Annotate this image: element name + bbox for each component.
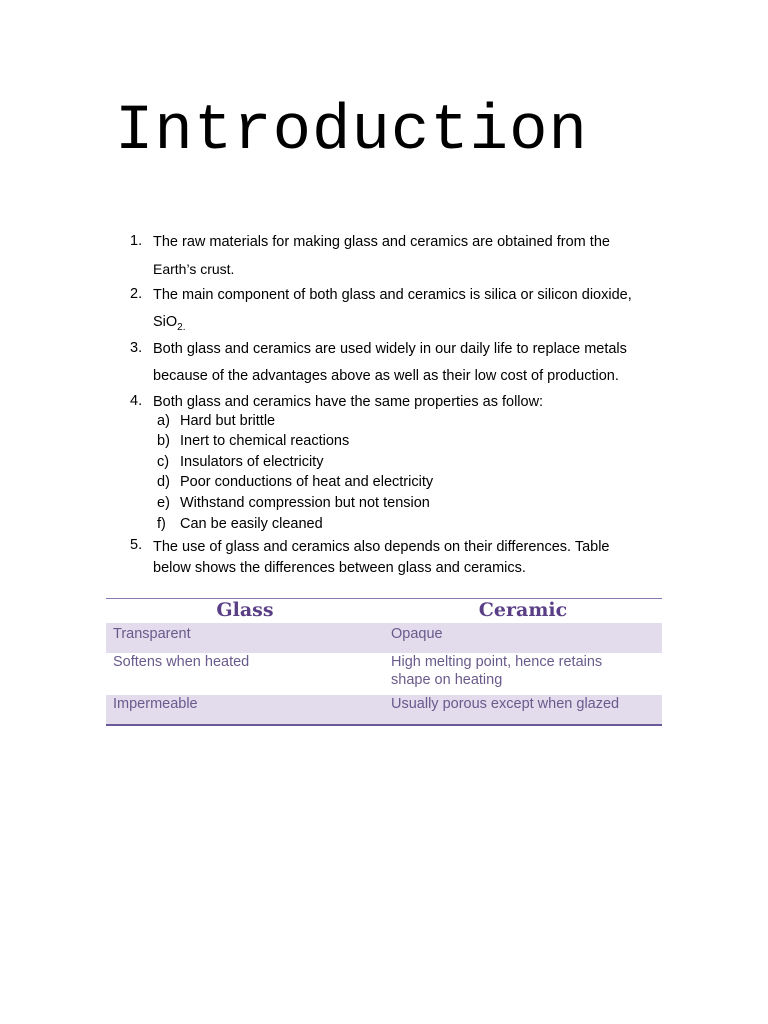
list-number: 3. — [130, 340, 143, 356]
list-item — [130, 340, 653, 385]
list-item — [130, 233, 653, 278]
header-glass: Glass — [216, 599, 274, 621]
list-number: 1. — [130, 233, 143, 249]
glass-cell: Softens when heated — [113, 654, 250, 670]
list-number: 5. — [130, 537, 143, 553]
formula-subscript: 2. — [177, 321, 186, 333]
list-text-continued — [153, 313, 653, 337]
property-letter: c) — [157, 454, 170, 470]
property-text: Can be easily cleaned — [180, 516, 323, 532]
list-text: The main component of both glass and ceramics is silica or silicon dioxide, — [153, 287, 632, 303]
property-letter: e) — [157, 495, 170, 511]
list-item — [130, 286, 653, 337]
list-number: 4. — [130, 393, 143, 409]
property-text: Hard but brittle — [180, 413, 276, 429]
list-text-continued: because of the advantages above as well as their low cost of production. — [153, 368, 619, 384]
property-item — [157, 474, 433, 490]
property-letter: d) — [157, 474, 170, 490]
ceramic-cell: Opaque — [391, 626, 443, 642]
header-ceramic: Ceramic — [478, 599, 568, 621]
list-text: Both glass and ceramics have the same properties as follow: — [153, 394, 544, 410]
property-item — [157, 495, 430, 511]
page-title: Introduction — [115, 96, 588, 168]
list-text: The raw materials for making glass and ceramics are obtained from the — [153, 234, 610, 250]
list-number: 2. — [130, 286, 143, 302]
list-text-continued: below shows the differences between glass and ceramics. — [153, 560, 526, 576]
table-row — [106, 653, 662, 695]
property-item — [157, 454, 323, 470]
ceramic-cell: Usually porous except when glazed — [391, 696, 620, 712]
property-item — [157, 516, 323, 532]
property-letter: a) — [157, 413, 170, 429]
property-text: Insulators of electricity — [180, 454, 324, 470]
property-letter: f) — [157, 516, 166, 532]
formula-text: SiO — [153, 314, 178, 330]
property-text: Poor conductions of heat and electricity — [180, 474, 434, 490]
list-text: The use of glass and ceramics also depends on their differences. Table — [153, 539, 610, 555]
table-row — [106, 623, 662, 653]
list-text: Both glass and ceramics are used widely in our daily life to replace metals — [153, 341, 627, 357]
property-text: Inert to chemical reactions — [180, 433, 350, 449]
list-item — [130, 537, 653, 579]
list-text-continued: Earth’s crust. — [153, 261, 235, 277]
property-letter: b) — [157, 433, 170, 449]
property-item — [157, 433, 349, 449]
ceramic-cell: High melting point, hence retains shape on heating — [391, 654, 603, 688]
table-bottom-border — [106, 724, 662, 726]
glass-cell: Transparent — [113, 626, 191, 642]
table-row — [106, 695, 662, 724]
glass-cell: Impermeable — [113, 696, 198, 712]
list-item — [130, 393, 653, 411]
property-item — [157, 413, 275, 429]
property-text: Withstand compression but not tension — [180, 495, 430, 511]
